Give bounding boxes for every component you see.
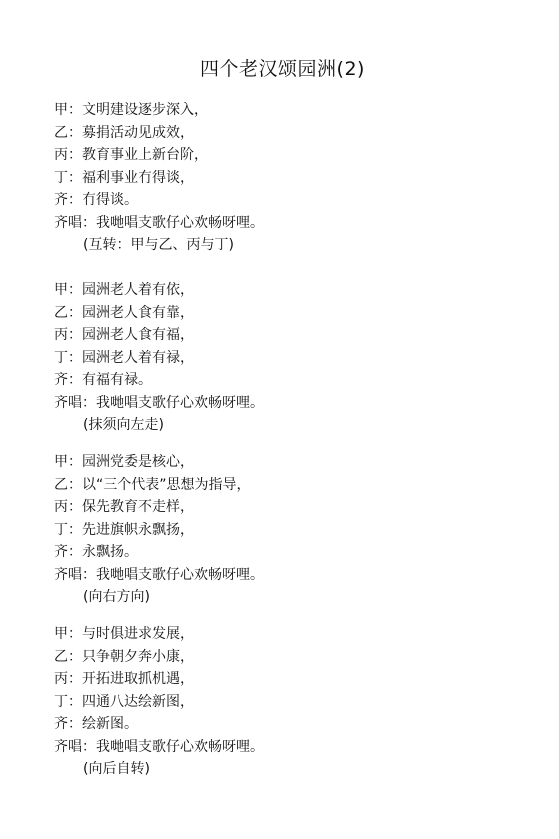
verse-line: 甲：文明建设逐步深入， xyxy=(54,102,208,118)
verse-line: 丁：四通八达绘新图， xyxy=(54,693,194,710)
document-title: 四个老汉颂园洲(2) xyxy=(200,58,365,80)
verse-line: 丙：开拓进取抓机遇， xyxy=(54,671,194,687)
stanza-4 xyxy=(54,623,534,781)
stanza-3 xyxy=(54,451,534,609)
verse-line: 齐唱：我哋唱支歌仔心欢畅呀哩。 xyxy=(54,566,264,583)
verse-line: 乙：募捐活动见成效， xyxy=(54,124,194,141)
verse-line: 甲：园洲老人着有依， xyxy=(54,282,194,298)
verse-line: 丁：园洲老人着有禄， xyxy=(54,349,194,366)
verse-line: 丙：园洲老人食有福， xyxy=(54,327,194,343)
verse-line: 乙：以“三个代表”思想为指导， xyxy=(54,476,251,493)
verse-line: 齐唱：我哋唱支歌仔心欢畅呀哩。 xyxy=(54,738,264,755)
stage-direction: (抹须向左走) xyxy=(83,417,164,433)
verse-line: 乙：只争朝夕奔小康， xyxy=(54,648,194,665)
stanza-2 xyxy=(54,279,534,437)
verse-line: 乙：园洲老人食有靠， xyxy=(54,304,194,321)
verse-line: 丙：保先教育不走样， xyxy=(54,499,194,515)
verse-line: 丁：福利事业冇得谈， xyxy=(54,169,194,186)
verse-line: 甲：园洲党委是核心， xyxy=(54,454,194,470)
verse-line: 齐：永飘扬。 xyxy=(54,544,138,560)
verse-line: 丁：先进旗帜永飘扬， xyxy=(54,521,194,538)
stage-direction: (向后自转) xyxy=(83,761,150,777)
stage-direction: (向右方向) xyxy=(83,589,150,605)
verse-line: 甲：与时俱进求发展， xyxy=(54,626,194,642)
stage-direction: (互转：甲与乙、丙与丁) xyxy=(83,237,234,253)
verse-line: 齐：有福有禄。 xyxy=(54,372,152,388)
verse-line: 齐：冇得谈。 xyxy=(54,192,138,208)
verse-line: 丙：教育事业上新台阶， xyxy=(54,147,208,163)
verse-line: 齐唱：我哋唱支歌仔心欢畅呀哩。 xyxy=(54,214,264,231)
stanza-1 xyxy=(54,99,534,257)
verse-line: 齐唱：我哋唱支歌仔心欢畅呀哩。 xyxy=(54,394,264,411)
verse-line: 齐：绘新图。 xyxy=(54,716,138,732)
